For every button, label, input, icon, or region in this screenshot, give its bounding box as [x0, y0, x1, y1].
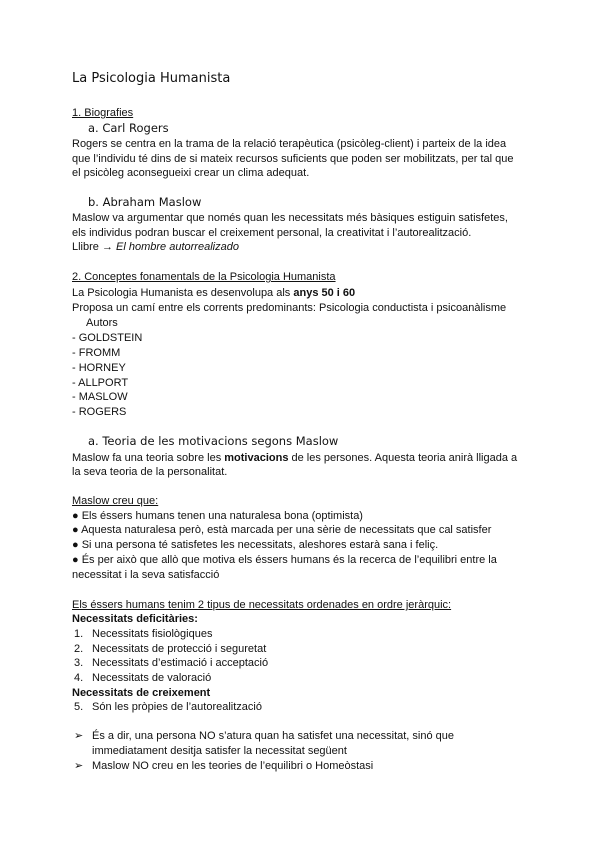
- currents-line: Proposa un camí entre els corrents predominants: Psicologia conductista i psicoanàlisme: [72, 302, 507, 314]
- authors-label: Autors: [86, 317, 118, 329]
- theory-prefix: Maslow fa una teoria sobre les: [72, 452, 225, 464]
- intro-line: [72, 286, 355, 301]
- belief-bullet: ● És per això que allò que motiva els éssers humans és la recerca de l’equilibri entre la: [72, 554, 497, 566]
- maslow-line-1: Maslow va argumentar que només quan les necessitats més bàsiques estiguin satisfetes,: [72, 212, 508, 224]
- rogers-line-1: Rogers se centra en la trama de la relació terapèutica (psicòleg-client) i parteix de la idea: [72, 138, 507, 150]
- theory-line-1: [72, 451, 517, 466]
- list-item: 4. Necessitats de valoració: [74, 672, 212, 684]
- author-item: - ROGERS: [72, 406, 127, 418]
- arrow-point: ➢ Maslow NO creu en les teories de l’equilibri o Homeòstasi: [74, 760, 374, 772]
- author-item: - FROMM: [72, 347, 121, 359]
- theory-line-2: la seva teoria de la personalitat.: [72, 466, 228, 478]
- book-prefix: Llibre →: [72, 241, 117, 253]
- growth-needs-label: Necessitats de creixement: [72, 687, 211, 699]
- list-item: 1. Necessitats fisiològiques: [74, 628, 213, 640]
- deficit-needs-label: Necessitats deficitàries:: [72, 613, 198, 625]
- belief-bullet: ● Els éssers humans tenen una naturalesa bona (optimista): [72, 510, 363, 522]
- section-1-heading: 1. Biografies: [72, 107, 134, 119]
- list-item: 3. Necessitats d’estimació i acceptació: [74, 657, 269, 669]
- maslow-line-2: els individus podran buscar el creixement personal, la creativitat i l’autorealització.: [72, 227, 472, 239]
- needs-heading: Els éssers humans tenim 2 tipus de necessitats ordenades en ordre jeràrquic:: [72, 599, 452, 611]
- rogers-line-3: el psicòleg aconsegueixi crear un clima adequat.: [72, 167, 310, 179]
- document-title: La Psicologia Humanista: [72, 71, 231, 86]
- intro-bold: anys 50 i 60: [293, 287, 356, 299]
- subheading-motivation-theory: a. Teoria de les motivacions segons Maslow: [88, 434, 339, 448]
- belief-bullet: ● Si una persona té satisfetes les necessitats, aleshores estarà sana i feliç.: [72, 539, 439, 551]
- author-item: - MASLOW: [72, 391, 128, 403]
- belief-bullet: ● Aquesta naturalesa però, està marcada per una sèrie de necessitats que cal satisfer: [72, 524, 492, 536]
- list-item: 2. Necessitats de protecció i seguretat: [74, 643, 267, 655]
- book-title: El hombre autorrealizado: [116, 241, 239, 253]
- arrow-point: ➢ És a dir, una persona NO s’atura quan ha satisfet una necessitat, sinó que immediatament desitja satisfer la necessitat següent: [74, 730, 455, 757]
- author-item: - GOLDSTEIN: [72, 332, 143, 344]
- theory-bold: motivacions: [224, 452, 289, 464]
- book-line: [72, 240, 239, 255]
- intro-prefix: La Psicologia Humanista es desenvolupa als: [72, 287, 294, 299]
- belief-bullet-continuation: necessitat i la seva satisfacció: [72, 569, 220, 581]
- arrow-icon: ➢: [74, 760, 84, 772]
- section-2-heading: 2. Conceptes fonamentals de la Psicologia Humanista: [72, 271, 336, 283]
- arrow-icon: ➢: [74, 730, 84, 742]
- subheading-carl-rogers: a. Carl Rogers: [88, 121, 169, 135]
- subheading-abraham-maslow: b. Abraham Maslow: [88, 195, 202, 209]
- author-item: - ALLPORT: [72, 377, 129, 389]
- author-item: - HORNEY: [72, 362, 126, 374]
- rogers-line-2: que l’individu té dins de si mateix recursos suficients que poden ser mobilitzats, per tal que: [72, 153, 514, 165]
- maslow-believes-heading: Maslow creu que:: [72, 495, 159, 507]
- list-item: 5. Són les pròpies de l’autorealització: [74, 701, 262, 713]
- theory-suffix: de les persones. Aquesta teoria anirà lligada a: [288, 452, 518, 464]
